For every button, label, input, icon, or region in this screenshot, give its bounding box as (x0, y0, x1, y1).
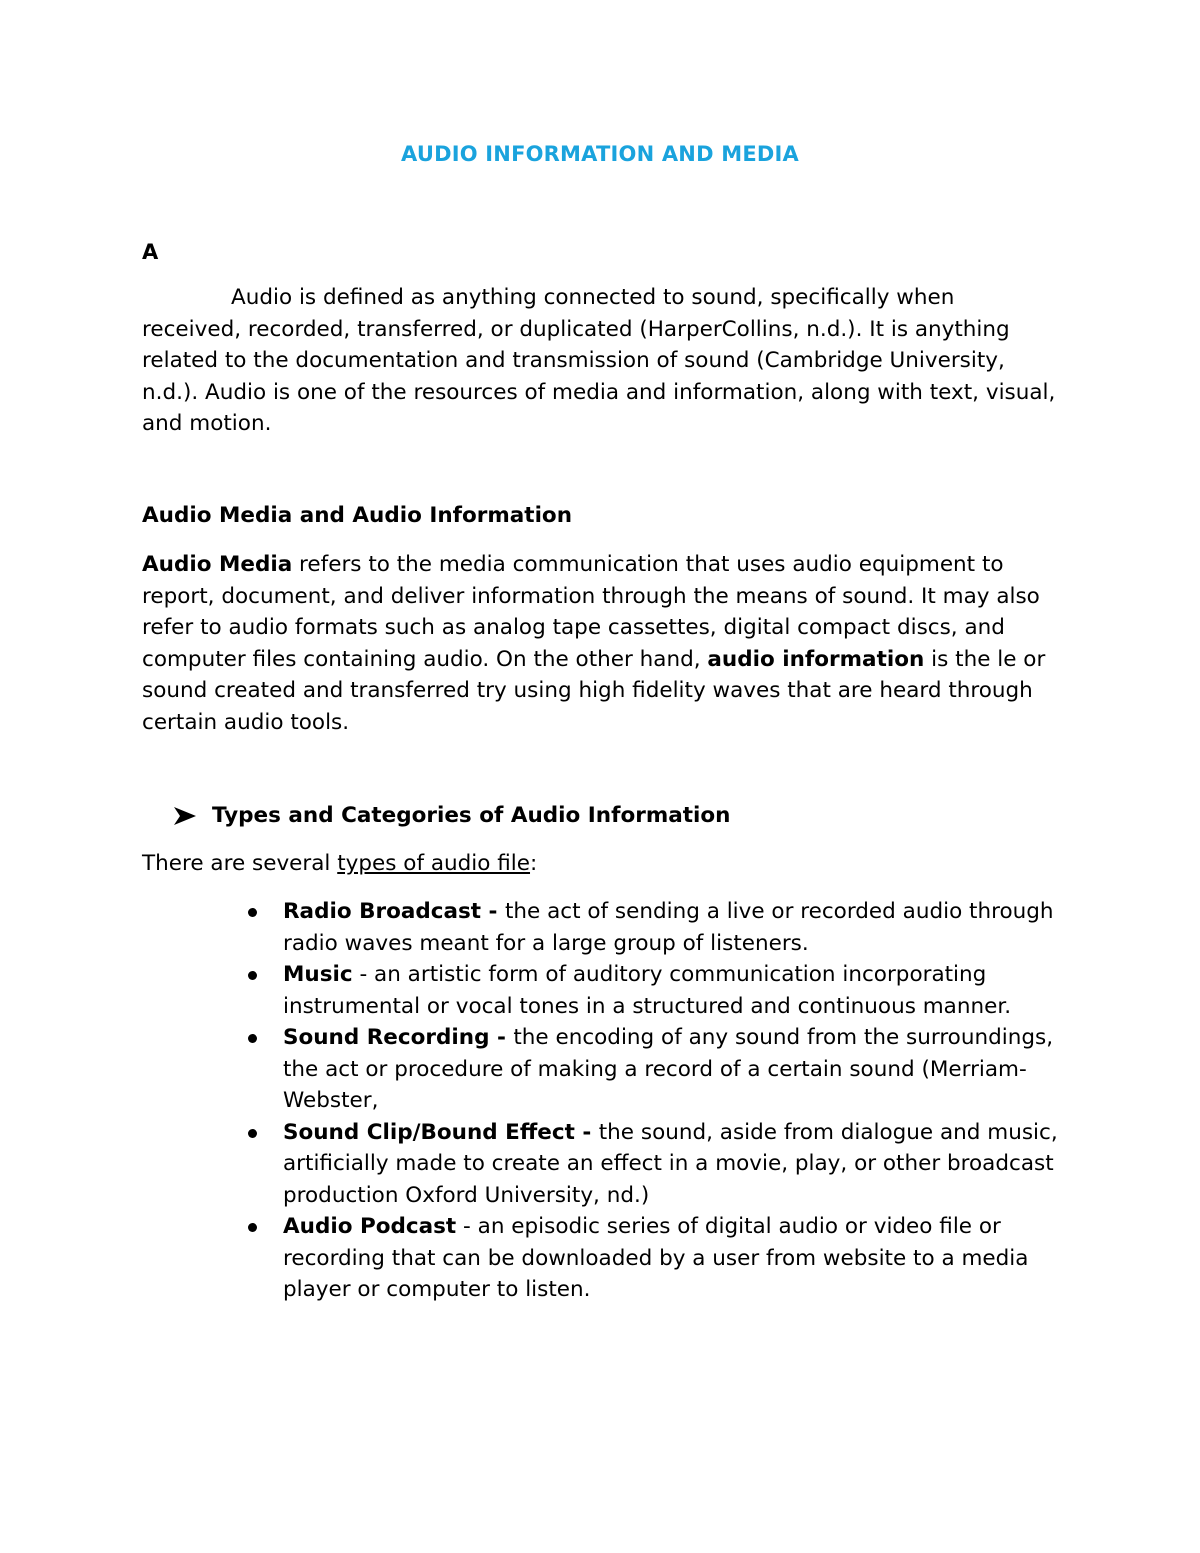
list-item-desc: - an artistic form of auditory communication incorporating instrumental or vocal tones in a structured and continuous manner. (283, 962, 1012, 1019)
section-letter: A (142, 240, 159, 264)
several-types-line (142, 848, 537, 880)
list-item-audio-podcast (142, 1211, 1058, 1306)
several-suffix: : (530, 851, 538, 876)
list-item-music (142, 959, 1058, 1022)
list-item-radio-broadcast (142, 896, 1058, 959)
bullet-icon (248, 1129, 257, 1138)
list-item-term: Music (283, 962, 353, 987)
several-prefix: There are several (142, 851, 338, 876)
list-item-term: Sound Recording - (283, 1025, 514, 1050)
list-item-desc: the encoding of any sound from the surroundings, the act or procedure of making a record of a certain sound (Merriam-Webster, (283, 1025, 1054, 1113)
audio-media-paragraph (142, 549, 1058, 738)
intro-paragraph: Audio is defined as anything connected to sound, specifically when received, recorded, transferred, or duplicated (HarperCollins, n.d.). It is anything related to the documentation and transmission of sound (Cambridge University, n.d.). Audio is one of the resources of media and information, along with text, visual, and motion. (142, 285, 1056, 436)
audio-media-text: refers to the media communication that uses audio equipment to report, document, and deliver information through the means of sound. It may also refer to audio formats such as analog tape cassettes, digital compact discs, and computer files containing audio. On the other hand, (142, 552, 1040, 672)
arrowhead-bullet-icon (172, 805, 198, 827)
bullet-icon (248, 908, 257, 917)
list-item-desc: - an episodic series of digital audio or video file or recording that can be downloaded by a user from website to a media player or computer to listen. (283, 1214, 1029, 1302)
types-heading (172, 803, 730, 828)
list-item-term: Sound Clip/Bound Effect - (283, 1119, 599, 1145)
list-item-desc: the act of sending a live or recorded audio through radio waves meant for a large group of listeners. (283, 899, 1054, 956)
types-of-audio-file-link[interactable]: types of audio file (337, 851, 531, 876)
list-item-term: Audio Podcast (283, 1214, 457, 1239)
bullet-icon (248, 1223, 257, 1232)
bullet-icon (248, 1034, 257, 1043)
heading-audio-media-information: Audio Media and Audio Information (142, 503, 573, 528)
document-title: AUDIO INFORMATION AND MEDIA (401, 142, 799, 166)
term-audio-information: audio information (707, 646, 925, 672)
list-item-desc: the sound, aside from dialogue and music, artificially made to create an effect in a movie, play, or other broadcast production Oxford University, nd.) (283, 1119, 1058, 1208)
list-item-sound-clip (142, 1117, 1058, 1212)
types-heading-text: Types and Categories of Audio Information (212, 803, 731, 828)
audio-information-text: is the le or sound created and transferred try using high fidelity waves that are heard through certain audio tools. (142, 646, 1046, 735)
list-item-sound-recording (142, 1022, 1058, 1117)
audio-types-list (142, 896, 1058, 1306)
bullet-icon (248, 971, 257, 980)
list-item-term: Radio Broadcast - (283, 899, 505, 924)
term-audio-media: Audio Media (142, 552, 293, 577)
